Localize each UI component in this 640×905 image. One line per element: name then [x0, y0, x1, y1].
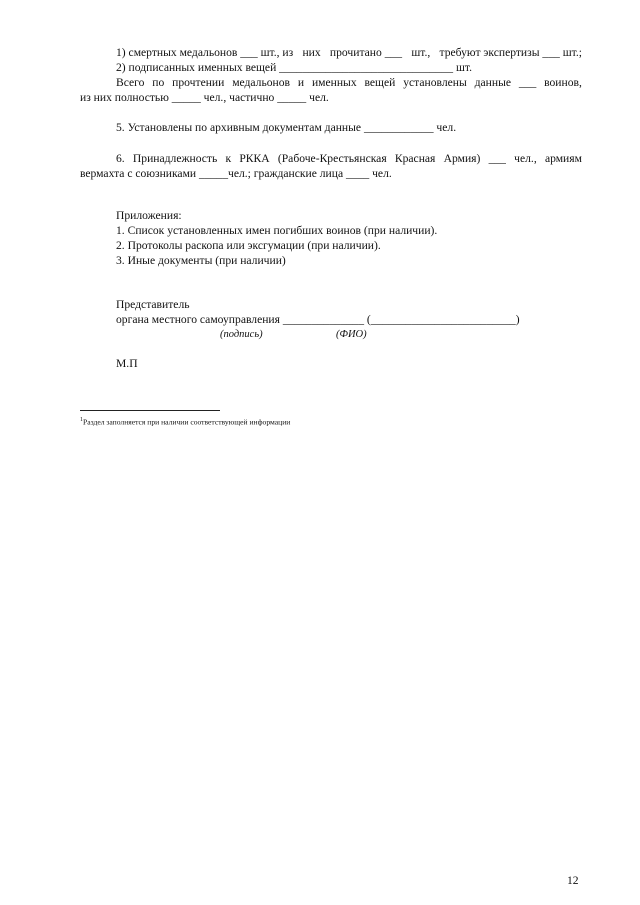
page-number: 12 — [567, 874, 579, 887]
signature-caption-sign: (подпись) — [220, 329, 263, 340]
section4-line1: 1) смертных медальонов ___ шт., из них прочитано ___ шт., требуют экспертизы ___ шт.; — [116, 46, 582, 59]
section5: 5. Установлены по архивным документам данные ____________ чел. — [116, 121, 457, 134]
footnote-separator — [80, 410, 220, 411]
signature-title: Представитель — [116, 298, 190, 311]
footnote — [80, 416, 290, 427]
signature-line: органа местного самоуправления ______________ (_________________________) — [116, 313, 520, 326]
section4-line4: из них полностью _____ чел., частично _____ чел. — [80, 91, 329, 104]
footnote-mark: 1 — [80, 417, 83, 423]
attachments-heading: Приложения: — [116, 209, 182, 222]
section6-line2: вермахта с союзниками _____чел.; гражданские лица ____ чел. — [80, 167, 392, 180]
attachment-item: 1. Список установленных имен погибших воинов (при наличии). — [116, 224, 438, 237]
section4-line2: 2) подписанных именных вещей ______________________________ шт. — [116, 61, 472, 74]
attachment-item: 2. Протоколы раскопа или эксгумации (при наличии). — [116, 239, 381, 252]
section4-line3: Всего по прочтении медальонов и именных вещей установлены данные ___ воинов, — [116, 76, 582, 89]
section6-line1: 6. Принадлежность к РККА (Рабоче-Крестьянская Красная Армия) ___ чел., армиям — [116, 152, 582, 165]
footnote-text: Раздел заполняется при наличии соответствующей информации — [83, 417, 291, 427]
stamp-mark: М.П — [116, 357, 138, 370]
attachment-item: 3. Иные документы (при наличии) — [116, 254, 286, 267]
signature-caption-name: (ФИО) — [336, 329, 367, 340]
